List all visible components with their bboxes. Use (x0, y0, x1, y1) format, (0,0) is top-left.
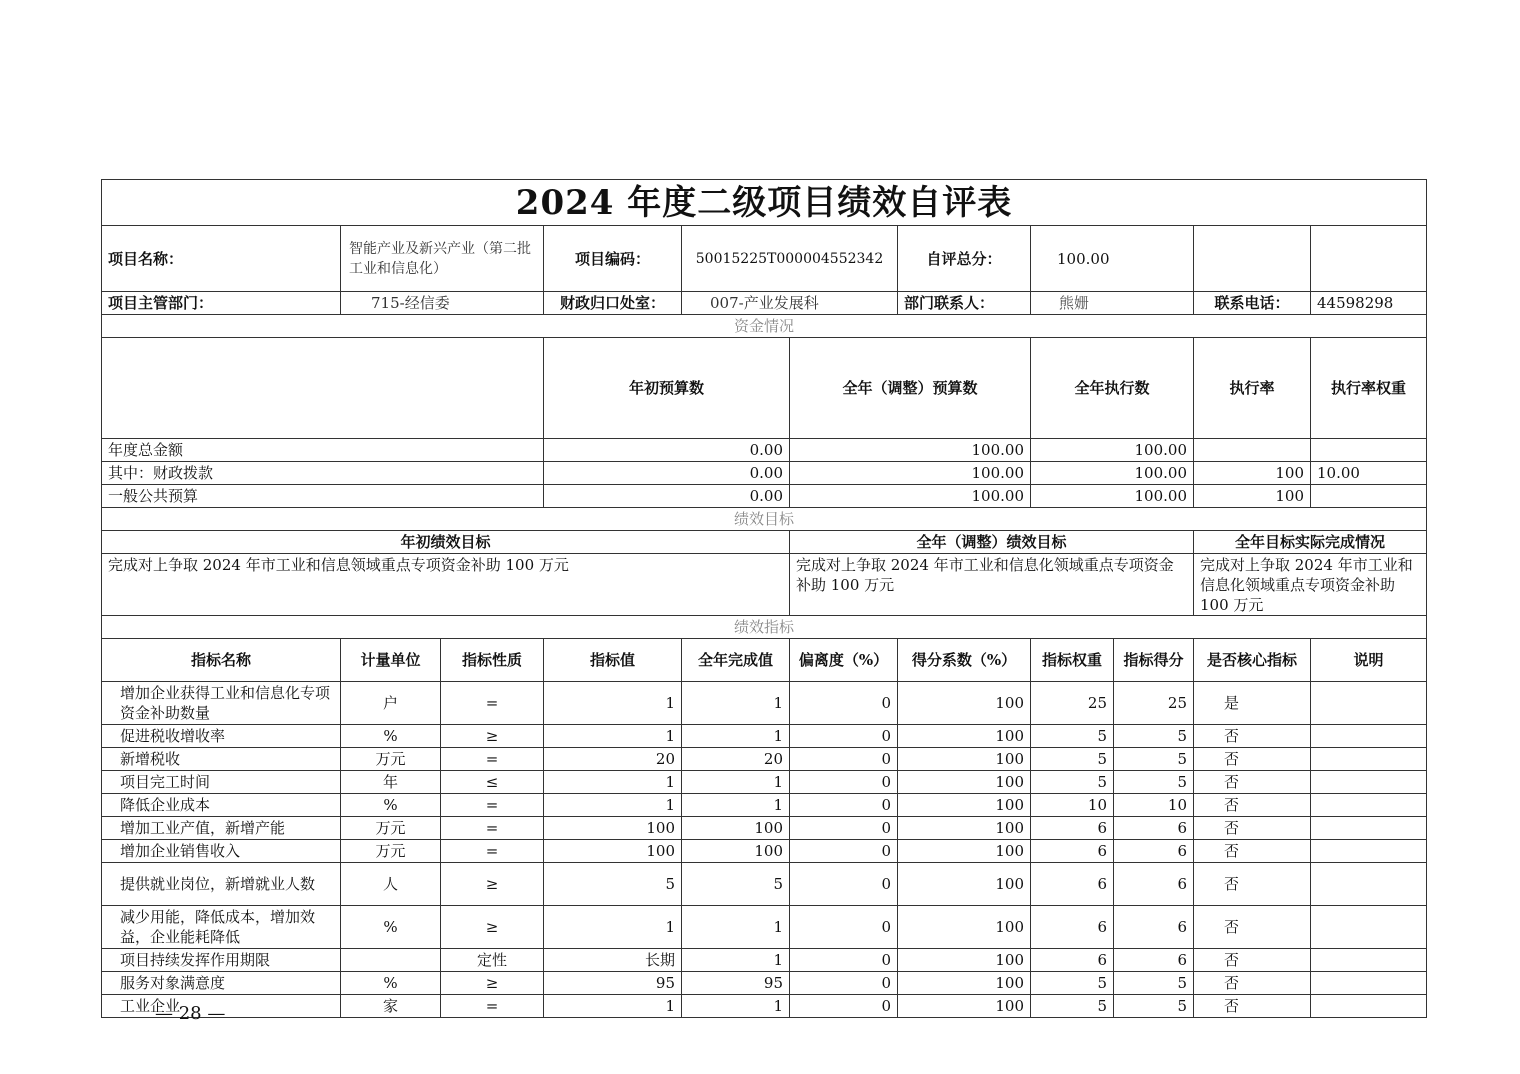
indicator-score: 6 (1114, 906, 1194, 949)
col-nature: 指标性质 (441, 639, 544, 682)
indicator-actual: 1 (682, 949, 790, 972)
indicator-coefficient: 100 (898, 840, 1031, 863)
indicator-row (102, 949, 1427, 972)
indicator-core: 否 (1194, 949, 1311, 972)
indicator-weight: 10 (1031, 794, 1114, 817)
indicator-core: 否 (1194, 972, 1311, 995)
indicator-target: 1 (544, 995, 682, 1018)
indicator-score: 25 (1114, 682, 1194, 725)
indicator-target: 100 (544, 817, 682, 840)
indicator-weight: 5 (1031, 725, 1114, 748)
col-executed: 全年执行数 (1031, 338, 1194, 439)
indicator-unit: 家 (341, 995, 441, 1018)
indicator-deviation: 0 (790, 995, 898, 1018)
indicator-coefficient: 100 (898, 794, 1031, 817)
indicator-target: 长期 (544, 949, 682, 972)
indicator-note (1311, 906, 1427, 949)
col-deviation: 偏离度（%） (790, 639, 898, 682)
col-target: 指标值 (544, 639, 682, 682)
indicator-weight: 6 (1031, 863, 1114, 906)
indicator-deviation: 0 (790, 725, 898, 748)
indicator-coefficient: 100 (898, 682, 1031, 725)
indicator-unit: % (341, 725, 441, 748)
indicator-name: 增加企业获得工业和信息化专项资金补助数量 (102, 682, 341, 725)
indicator-row (102, 794, 1427, 817)
indicator-actual: 20 (682, 748, 790, 771)
col-note: 说明 (1311, 639, 1427, 682)
indicator-score: 6 (1114, 863, 1194, 906)
indicator-score: 5 (1114, 725, 1194, 748)
indicator-weight: 6 (1031, 817, 1114, 840)
indicator-weight: 5 (1031, 995, 1114, 1018)
indicator-nature: = (441, 995, 544, 1018)
project-name-label: 项目名称： (102, 226, 341, 292)
indicator-weight: 6 (1031, 840, 1114, 863)
indicator-row (102, 817, 1427, 840)
indicator-deviation: 0 (790, 748, 898, 771)
page-number: — 28 — (155, 1003, 226, 1024)
indicator-row (102, 682, 1427, 725)
indicator-coefficient: 100 (898, 863, 1031, 906)
indicator-core: 是 (1194, 682, 1311, 725)
indicator-row (102, 771, 1427, 794)
contact-label: 部门联系人： (898, 292, 1031, 315)
indicator-core: 否 (1194, 863, 1311, 906)
indicator-deviation: 0 (790, 840, 898, 863)
indicator-nature: ≥ (441, 972, 544, 995)
indicator-nature: = (441, 794, 544, 817)
indicator-name: 促进税收增收率 (102, 725, 341, 748)
funds-adjusted: 100.00 (790, 485, 1031, 508)
col-weight: 指标权重 (1031, 639, 1114, 682)
indicator-row (102, 840, 1427, 863)
indicator-coefficient: 100 (898, 748, 1031, 771)
indicator-weight: 5 (1031, 771, 1114, 794)
funds-rate (1194, 439, 1311, 462)
indicator-note (1311, 748, 1427, 771)
indicator-target: 100 (544, 840, 682, 863)
indicator-deviation: 0 (790, 794, 898, 817)
indicator-nature: = (441, 840, 544, 863)
indicator-row (102, 906, 1427, 949)
indicator-note (1311, 817, 1427, 840)
indicator-deviation: 0 (790, 949, 898, 972)
indicator-core: 否 (1194, 995, 1311, 1018)
indicator-note (1311, 840, 1427, 863)
indicator-unit: % (341, 906, 441, 949)
indicator-score: 5 (1114, 771, 1194, 794)
indicator-row (102, 972, 1427, 995)
dept-value: 715-经信委 (341, 292, 544, 315)
indicator-unit (341, 949, 441, 972)
contact-value: 熊姗 (1031, 292, 1194, 315)
indicator-nature: ≥ (441, 906, 544, 949)
empty-cell (1311, 226, 1427, 292)
indicator-name: 降低企业成本 (102, 794, 341, 817)
indicator-actual: 1 (682, 794, 790, 817)
funds-initial: 0.00 (544, 439, 790, 462)
indicator-actual: 1 (682, 682, 790, 725)
indicator-score: 6 (1114, 840, 1194, 863)
indicator-name: 增加工业产值，新增产能 (102, 817, 341, 840)
col-indicator-name: 指标名称 (102, 639, 341, 682)
indicator-deviation: 0 (790, 906, 898, 949)
indicator-unit: 年 (341, 771, 441, 794)
indicator-core: 否 (1194, 725, 1311, 748)
col-adjusted-goal: 全年（调整）绩效目标 (790, 531, 1194, 554)
phone-value: 44598298 (1311, 292, 1427, 315)
indicator-score: 5 (1114, 748, 1194, 771)
indicator-actual: 95 (682, 972, 790, 995)
indicator-note (1311, 863, 1427, 906)
empty-cell (102, 338, 544, 439)
funds-section-title: 资金情况 (102, 315, 1427, 338)
indicator-unit: 万元 (341, 748, 441, 771)
initial-goal-text: 完成对上争取 2024 年市工业和信息领域重点专项资金补助 100 万元 (102, 554, 790, 616)
indicator-score: 10 (1114, 794, 1194, 817)
funds-rate: 100 (1194, 462, 1311, 485)
goals-section-title: 绩效目标 (102, 508, 1427, 531)
col-actual: 全年完成值 (682, 639, 790, 682)
indicator-note (1311, 771, 1427, 794)
indicator-nature: = (441, 748, 544, 771)
indicator-row (102, 748, 1427, 771)
actual-completion-text: 完成对上争取 2024 年市工业和信息化领域重点专项资金补助 100 万元 (1194, 554, 1427, 616)
indicator-row (102, 995, 1427, 1018)
indicator-actual: 1 (682, 995, 790, 1018)
indicator-coefficient: 100 (898, 972, 1031, 995)
indicator-deviation: 0 (790, 771, 898, 794)
indicator-nature: ≤ (441, 771, 544, 794)
indicator-weight: 5 (1031, 972, 1114, 995)
indicator-core: 否 (1194, 771, 1311, 794)
indicator-unit: 万元 (341, 840, 441, 863)
funds-weight (1311, 439, 1427, 462)
indicator-actual: 100 (682, 840, 790, 863)
indicator-weight: 6 (1031, 949, 1114, 972)
funds-rate: 100 (1194, 485, 1311, 508)
indicator-note (1311, 725, 1427, 748)
indicator-coefficient: 100 (898, 725, 1031, 748)
indicator-core: 否 (1194, 794, 1311, 817)
indicator-nature: ≥ (441, 725, 544, 748)
indicator-nature: = (441, 682, 544, 725)
dept-label: 项目主管部门： (102, 292, 341, 315)
indicator-actual: 5 (682, 863, 790, 906)
col-exec-rate: 执行率 (1194, 338, 1311, 439)
funds-weight: 10.00 (1311, 462, 1427, 485)
indicator-name: 提供就业岗位，新增就业人数 (102, 863, 341, 906)
indicator-actual: 100 (682, 817, 790, 840)
indicator-unit: % (341, 794, 441, 817)
col-initial-goal: 年初绩效目标 (102, 531, 790, 554)
performance-self-evaluation-table (101, 179, 1427, 1018)
funds-weight (1311, 485, 1427, 508)
col-actual-completion: 全年目标实际完成情况 (1194, 531, 1427, 554)
col-rate-weight: 执行率权重 (1311, 338, 1427, 439)
col-score: 指标得分 (1114, 639, 1194, 682)
indicator-target: 1 (544, 771, 682, 794)
finance-office-value: 007-产业发展科 (682, 292, 898, 315)
funds-row-name: 一般公共预算 (102, 485, 544, 508)
indicator-unit: % (341, 972, 441, 995)
indicator-target: 1 (544, 794, 682, 817)
funds-initial: 0.00 (544, 485, 790, 508)
indicator-name: 项目完工时间 (102, 771, 341, 794)
col-adjusted-budget: 全年（调整）预算数 (790, 338, 1031, 439)
funds-row (102, 439, 1427, 462)
indicator-deviation: 0 (790, 817, 898, 840)
indicators-section-title: 绩效指标 (102, 616, 1427, 639)
funds-executed: 100.00 (1031, 439, 1194, 462)
col-coefficient: 得分系数（%） (898, 639, 1031, 682)
col-initial-budget: 年初预算数 (544, 338, 790, 439)
indicator-target: 5 (544, 863, 682, 906)
indicator-note (1311, 949, 1427, 972)
indicator-target: 1 (544, 725, 682, 748)
indicator-name: 工业企业 (102, 995, 341, 1018)
indicator-note (1311, 794, 1427, 817)
indicator-name: 项目持续发挥作用期限 (102, 949, 341, 972)
finance-office-label: 财政归口处室： (544, 292, 682, 315)
funds-executed: 100.00 (1031, 462, 1194, 485)
indicator-core: 否 (1194, 817, 1311, 840)
indicator-row (102, 863, 1427, 906)
indicator-score: 6 (1114, 817, 1194, 840)
indicator-name: 增加企业销售收入 (102, 840, 341, 863)
indicator-deviation: 0 (790, 972, 898, 995)
funds-adjusted: 100.00 (790, 439, 1031, 462)
indicator-target: 1 (544, 682, 682, 725)
project-name-value: 智能产业及新兴产业（第二批工业和信息化） (341, 226, 544, 292)
col-unit: 计量单位 (341, 639, 441, 682)
indicator-core: 否 (1194, 906, 1311, 949)
indicator-actual: 1 (682, 725, 790, 748)
indicator-unit: 人 (341, 863, 441, 906)
funds-row-name: 年度总金额 (102, 439, 544, 462)
indicator-note (1311, 682, 1427, 725)
indicator-target: 1 (544, 906, 682, 949)
indicator-weight: 5 (1031, 748, 1114, 771)
indicator-score: 6 (1114, 949, 1194, 972)
empty-cell (1194, 226, 1311, 292)
indicator-score: 5 (1114, 972, 1194, 995)
indicator-deviation: 0 (790, 863, 898, 906)
funds-initial: 0.00 (544, 462, 790, 485)
indicator-note (1311, 995, 1427, 1018)
indicator-coefficient: 100 (898, 906, 1031, 949)
project-code-value: 50015225T000004552342 (682, 226, 898, 292)
funds-adjusted: 100.00 (790, 462, 1031, 485)
indicator-unit: 万元 (341, 817, 441, 840)
indicator-name: 减少用能，降低成本，增加效益，企业能耗降低 (102, 906, 341, 949)
indicator-coefficient: 100 (898, 817, 1031, 840)
adjusted-goal-text: 完成对上争取 2024 年市工业和信息化领域重点专项资金补助 100 万元 (790, 554, 1194, 616)
indicator-coefficient: 100 (898, 995, 1031, 1018)
indicator-name: 新增税收 (102, 748, 341, 771)
indicator-name: 服务对象满意度 (102, 972, 341, 995)
funds-row-name: 其中：财政拨款 (102, 462, 544, 485)
project-code-label: 项目编码： (544, 226, 682, 292)
indicator-deviation: 0 (790, 682, 898, 725)
indicator-actual: 1 (682, 771, 790, 794)
indicator-nature: = (441, 817, 544, 840)
indicator-target: 20 (544, 748, 682, 771)
indicator-nature: 定性 (441, 949, 544, 972)
indicator-weight: 6 (1031, 906, 1114, 949)
page-title: 2024 年度二级项目绩效自评表 (102, 180, 1427, 226)
indicator-coefficient: 100 (898, 949, 1031, 972)
indicator-actual: 1 (682, 906, 790, 949)
indicator-core: 否 (1194, 840, 1311, 863)
indicator-unit: 户 (341, 682, 441, 725)
indicator-coefficient: 100 (898, 771, 1031, 794)
indicator-target: 95 (544, 972, 682, 995)
funds-row (102, 485, 1427, 508)
indicator-weight: 25 (1031, 682, 1114, 725)
phone-label: 联系电话： (1194, 292, 1311, 315)
self-score-value: 100.00 (1031, 226, 1194, 292)
indicator-core: 否 (1194, 748, 1311, 771)
indicator-score: 5 (1114, 995, 1194, 1018)
self-score-label: 自评总分： (898, 226, 1031, 292)
indicator-row (102, 725, 1427, 748)
indicator-note (1311, 972, 1427, 995)
indicator-nature: ≥ (441, 863, 544, 906)
funds-row (102, 462, 1427, 485)
funds-executed: 100.00 (1031, 485, 1194, 508)
col-core: 是否核心指标 (1194, 639, 1311, 682)
